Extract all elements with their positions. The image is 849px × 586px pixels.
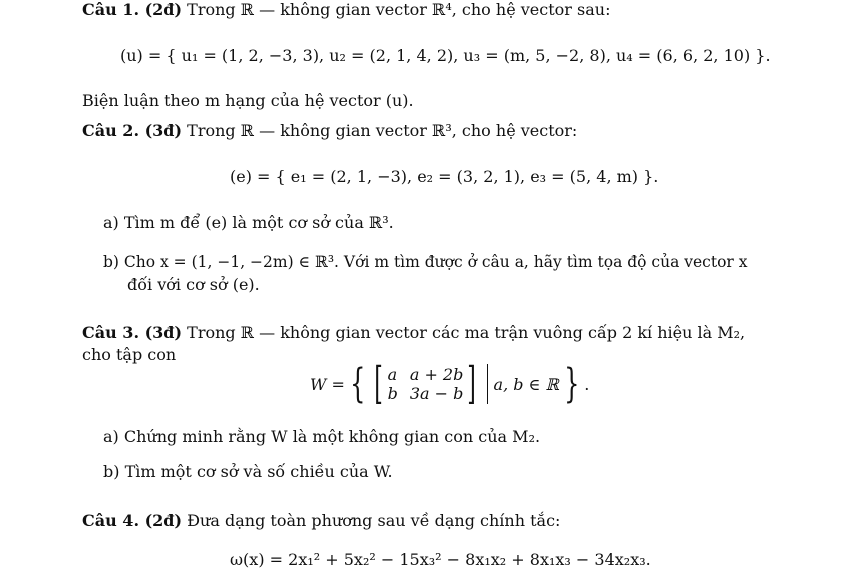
q4-intro: Đưa dạng toàn phương sau về dạng chính tắc: xyxy=(187,511,561,530)
q1-heading xyxy=(82,0,610,19)
matrix-entry: a xyxy=(387,365,398,384)
q3-set-definition xyxy=(310,358,590,409)
q2-equation: (e) = { e₁ = (2, 1, −3), e₂ = (3, 2, 1), e₃ = (5, 4, m) }. xyxy=(230,167,659,186)
q3-part-b: b) Tìm một cơ sở và số chiều của W. xyxy=(103,462,393,481)
q2-part-a: a) Tìm m để (e) là một cơ sở của ℝ³. xyxy=(103,213,394,232)
q2-heading xyxy=(82,121,577,140)
right-bracket: ] xyxy=(467,358,477,409)
q4-heading xyxy=(82,511,560,530)
q1-intro: Trong ℝ — không gian vector ℝ⁴, cho hệ vector sau: xyxy=(187,0,611,19)
set-condition: a, b ∈ ℝ xyxy=(493,374,559,394)
q4-equation: ω(x) = 2x₁² + 5x₂² − 15x₃² − 8x₁x₂ + 8x₁x₃ − 34x₂x₃. xyxy=(230,550,651,569)
q4-label: Câu 4. (2đ) xyxy=(82,511,183,530)
matrix-entry: b xyxy=(387,384,398,403)
q3-label: Câu 3. (3đ) xyxy=(82,323,183,342)
q1-equation: (u) = { u₁ = (1, 2, −3, 3), u₂ = (2, 1, 4, 2), u₃ = (m, 5, −2, 8), u₄ = (6, 6, 2, 10) }. xyxy=(120,46,771,65)
matrix-entry: 3a − b xyxy=(409,384,464,403)
q2-part-b-line2: đối với cơ sở (e). xyxy=(127,275,260,294)
q1-task: Biện luận theo m hạng của hệ vector (u). xyxy=(82,91,414,110)
left-brace: { xyxy=(350,361,366,407)
such-that-bar xyxy=(487,364,488,404)
q1-label: Câu 1. (2đ) xyxy=(82,0,183,19)
q2-label: Câu 2. (3đ) xyxy=(82,121,183,140)
q3-heading xyxy=(82,323,745,342)
matrix xyxy=(388,365,464,403)
matrix-entry: a + 2b xyxy=(409,365,464,384)
q2-intro: Trong ℝ — không gian vector ℝ³, cho hệ vector: xyxy=(187,121,578,140)
q2-part-b-line1: b) Cho x = (1, −1, −2m) ∈ ℝ³. Với m tìm được ở câu a, hãy tìm tọa độ của vector x xyxy=(103,253,748,271)
set-lhs: W = xyxy=(310,374,345,394)
right-brace: } xyxy=(563,361,580,407)
left-bracket: [ xyxy=(374,358,384,409)
q3-intro2: cho tập con xyxy=(82,345,177,364)
q3-intro: Trong ℝ — không gian vector các ma trận vuông cấp 2 kí hiệu là M₂, xyxy=(187,323,746,342)
period: . xyxy=(584,374,590,394)
q3-part-a: a) Chứng minh rằng W là một không gian con của M₂. xyxy=(103,427,541,446)
